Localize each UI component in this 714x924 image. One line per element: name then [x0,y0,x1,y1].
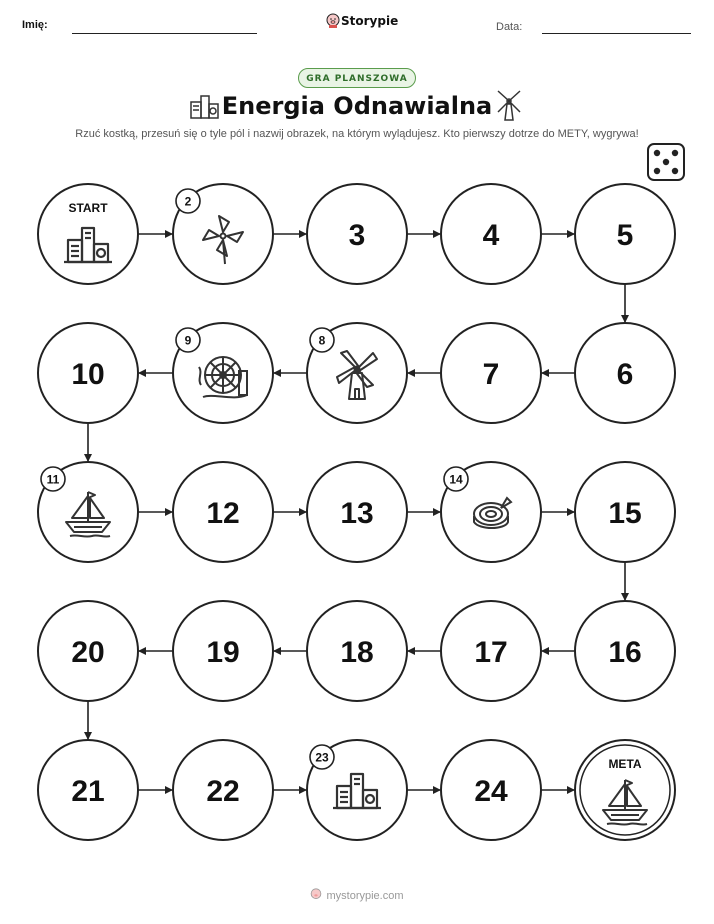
date-label: Data: [496,21,523,33]
square-number: 23 [315,750,329,765]
board-square-15[interactable] [575,462,675,562]
board-square-18[interactable] [307,601,407,701]
square-number: 13 [340,497,374,530]
square-number: 15 [608,497,642,530]
board-square-14[interactable] [441,462,541,562]
board-square-4[interactable] [441,184,541,284]
board-square-22[interactable] [173,740,273,840]
pig-mascot-icon [310,888,322,901]
board-square-17[interactable] [441,601,541,701]
board-square-6[interactable] [575,323,675,423]
board-square-2[interactable] [173,184,273,284]
board-square-16[interactable] [575,601,675,701]
square-number: 7 [482,358,500,391]
board-square-21[interactable] [38,740,138,840]
board-squares [38,184,675,840]
board-square-25[interactable] [575,740,675,840]
square-number: 9 [184,333,192,348]
board-square-11[interactable] [38,462,138,562]
board-square-10[interactable] [38,323,138,423]
start-label: START [68,201,108,215]
square-number: 14 [449,472,463,487]
board-square-23[interactable] [307,740,407,840]
board-square-8[interactable] [307,323,407,423]
square-number: 16 [608,636,642,669]
square-number: 8 [318,333,326,348]
board-square-13[interactable] [307,462,407,562]
square-number: 21 [71,775,105,808]
board-square-24[interactable] [441,740,541,840]
brand-name: Storypie [341,14,399,28]
square-number: 12 [206,497,240,530]
instructions: Rzuć kostką, przesuń się o tyle pól i nazwij obrazek, na którym wylądujesz. Kto pierwszy dotrze do METY, wygrywa! [75,128,639,140]
board-square-19[interactable] [173,601,273,701]
board-square-3[interactable] [307,184,407,284]
square-number: 24 [474,775,508,808]
board-square-9[interactable] [173,323,273,423]
square-number: 10 [71,358,105,391]
game-type-badge: GRA PLANSZOWA [298,68,416,88]
square-number: 22 [206,775,240,808]
square-number: 2 [184,194,192,209]
page-title: Energia Odnawialna [221,92,493,120]
square-number: 18 [340,636,374,669]
square-number: 3 [348,219,366,252]
square-number: 17 [474,636,508,669]
footer-url[interactable]: mystorypie.com [326,890,404,902]
square-number: 11 [46,472,60,487]
square-number: 6 [616,358,634,391]
square-number: 20 [71,636,105,669]
square-number: 5 [616,219,634,252]
square-number: 4 [482,219,500,252]
board-square-20[interactable] [38,601,138,701]
board-square-7[interactable] [441,323,541,423]
name-label: Imię: [22,19,48,31]
board-square-5[interactable] [575,184,675,284]
footer [0,888,714,902]
square-number: 19 [206,636,240,669]
board-square-12[interactable] [173,462,273,562]
board-square-1[interactable] [38,184,138,284]
finish-label: META [608,757,642,771]
